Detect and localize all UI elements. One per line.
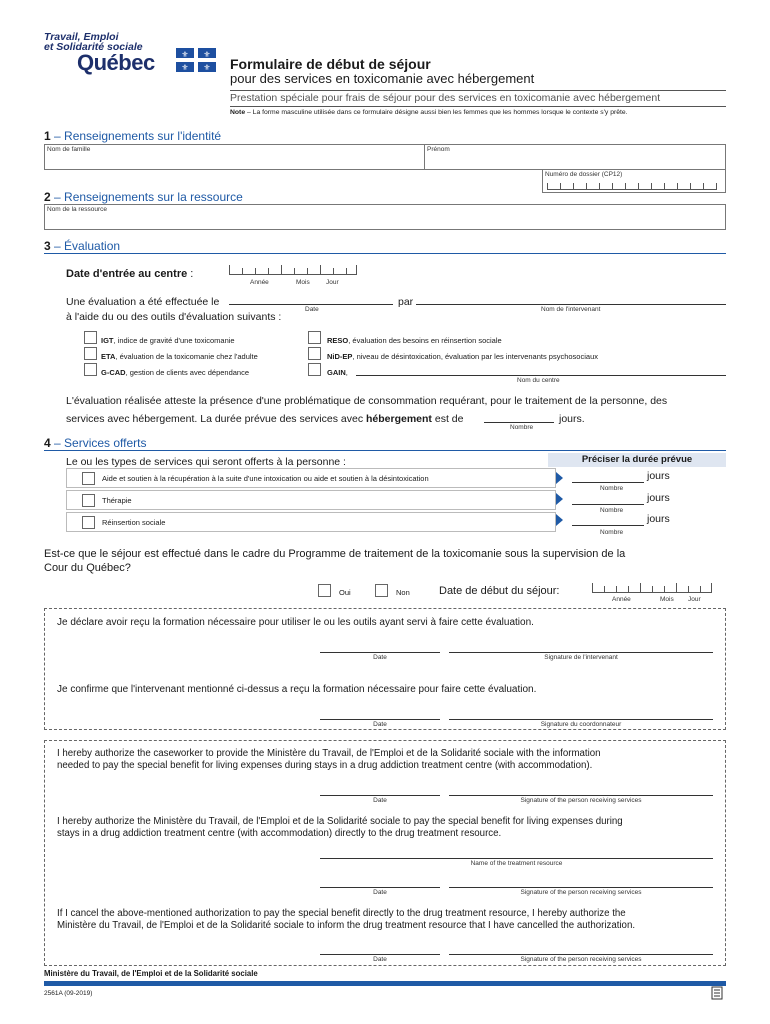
eval-line1: Une évaluation a été effectuée le (66, 296, 220, 308)
nidep-label (327, 352, 598, 361)
gcad-desc: , gestion de clients avec dépendance (125, 368, 250, 377)
eta-desc: , évaluation de la toxicomanie chez l'adulte (115, 352, 258, 361)
note-text: – La forme masculine utilisée dans ce formulaire désigne aussi bien les femmes que les hommes lorsque le contexte s'y prête. (245, 109, 628, 116)
quebec-flag-icon (176, 48, 216, 72)
service-3-checkbox[interactable] (82, 516, 95, 529)
footer-ministry: Ministère du Travail, de l'Emploi et de la Solidarité sociale (44, 969, 258, 978)
form-subtitle: pour des services en toxicomanie avec hébergement (230, 71, 535, 86)
dossier-label: Numéro de dossier (CP12) (545, 171, 623, 178)
declaration-sig-1-label: Signature de l'intervenant (544, 654, 618, 661)
reso-label (327, 336, 502, 345)
service-row-1 (66, 468, 556, 488)
service-3-label: Réinsertion sociale (102, 518, 166, 527)
declaration-date-2-field[interactable] (320, 719, 440, 720)
nidep-checkbox[interactable] (308, 347, 321, 360)
section3-label: – Évaluation (50, 239, 121, 253)
auth-date-2-field[interactable] (320, 887, 440, 888)
question-line2: Cour du Québec? (44, 562, 131, 574)
auth-sig-3-label: Signature of the person receiving services (520, 956, 642, 963)
nidep-desc: , niveau de désintoxication, évaluation par les intervenants psychosociaux (352, 352, 598, 361)
eval-par: par (398, 296, 414, 308)
date-entree-field[interactable] (229, 266, 357, 275)
form-note (230, 109, 628, 116)
oui-label: Oui (339, 588, 351, 597)
igt-abbr: IGT (101, 336, 114, 345)
service-1-nombre-field[interactable] (572, 482, 644, 483)
eval-date-label: Date (305, 306, 319, 313)
section1-label: – Renseignements sur l'identité (50, 129, 222, 143)
auth-date-1-label: Date (373, 797, 387, 804)
date-debut-field[interactable] (592, 584, 712, 593)
footer-bar (44, 981, 726, 986)
service-1-label: Aide et soutien à la récupération à la suite d'une intoxication ou aide et soutien à la désintoxication (102, 474, 429, 483)
service-3-nombre-field[interactable] (572, 525, 644, 526)
gain-checkbox[interactable] (308, 363, 321, 376)
section4-number: 4 (44, 436, 51, 450)
auth-date-3-field[interactable] (320, 954, 440, 955)
service-3-arrow-icon (556, 514, 563, 526)
service-row-3 (66, 512, 556, 532)
date-entree-mois: Mois (296, 279, 310, 286)
authorization-box (44, 740, 726, 966)
non-checkbox[interactable] (375, 584, 388, 597)
auth-sig-3-field[interactable] (449, 954, 713, 955)
svg-text:⚜: ⚜ (203, 63, 211, 72)
nom-centre-field[interactable] (356, 375, 726, 376)
prestation-text: Prestation spéciale pour frais de séjour pour des services en toxicomanie avec hébergement (230, 92, 661, 104)
nom-ressource-field[interactable] (44, 204, 726, 230)
ministry-logo (44, 31, 224, 75)
ministry-name-line2: et Solidarité sociale (44, 41, 143, 53)
service-2-nombre-field[interactable] (572, 504, 644, 505)
service-1-jours: jours (647, 470, 670, 482)
service-row-2 (66, 490, 556, 510)
date-debut-annee: Année (612, 596, 631, 603)
oui-checkbox[interactable] (318, 584, 331, 597)
declaration-date-1-label: Date (373, 654, 387, 661)
footer-code: 2561A (09-2019) (44, 990, 93, 997)
auth-para-1b: needed to pay the special benefit for living expenses during stays in a drug addiction treatment centre (with accommodation). (57, 760, 593, 771)
services-intro: Le ou les types de services qui seront offerts à la personne : (66, 456, 346, 468)
intervenant-label: Nom de l'intervenant (541, 306, 601, 313)
gain-abbr: GAIN (327, 368, 346, 377)
service-1-checkbox[interactable] (82, 472, 95, 485)
date-entree-label (66, 268, 193, 280)
declaration-sig-1-field[interactable] (449, 652, 713, 653)
eval-date-field[interactable] (229, 304, 393, 305)
date-entree-jour: Jour (326, 279, 339, 286)
section4-rule (44, 450, 726, 451)
nom-famille-label: Nom de famille (47, 146, 91, 153)
ministry-name-line1: Travail, Emploi (44, 31, 119, 43)
declaration-sig-2-field[interactable] (449, 719, 713, 720)
service-1-nombre: Nombre (600, 485, 624, 492)
service-2-checkbox[interactable] (82, 494, 95, 507)
service-1-arrow-icon (556, 472, 563, 484)
date-debut-jour: Jour (688, 596, 701, 603)
declaration-box (44, 608, 726, 730)
svg-text:⚜: ⚜ (181, 50, 189, 59)
section2-number: 2 (44, 190, 51, 204)
service-3-nombre: Nombre (600, 529, 624, 536)
dossier-digits (547, 181, 717, 190)
auth-date-3-label: Date (373, 956, 387, 963)
date-entree-text: Date d'entrée au centre (66, 268, 188, 280)
auth-para-3a: If I cancel the above-mentioned authorization to pay the special benefit directly to the drug treatment resource, I hereby authorize the (57, 908, 626, 919)
gcad-checkbox[interactable] (84, 363, 97, 376)
gcad-abbr: G-CAD (101, 368, 126, 377)
eval-line2: à l'aide du ou des outils d'évaluation suivants : (66, 311, 282, 323)
auth-para-1a: I hereby authorize the caseworker to provide the Ministère du Travail, de l'Emploi et de la Solidarité sociale with the information (57, 748, 601, 759)
auth-sig-1-field[interactable] (449, 795, 713, 796)
nidep-abbr: NiD-EP (327, 352, 353, 361)
auth-para-2b: stays in a drug addiction treatment centre (with accommodation) directly to the drug treatment resource. (57, 828, 502, 839)
prenom-label: Prénom (427, 146, 450, 153)
section2-title (44, 190, 243, 204)
preciser-duree-header: Préciser la durée prévue (548, 453, 726, 467)
reso-abbr: RESO (327, 336, 349, 345)
para2-part-a: services avec hébergement. La durée prévue des services avec (66, 413, 366, 425)
declaration-sig-2-label: Signature du coordonnateur (540, 721, 622, 728)
section2-label: – Renseignements sur la ressource (50, 190, 243, 204)
service-2-arrow-icon (556, 493, 563, 505)
auth-para-3b: Ministère du Travail, de l'Emploi et de la Solidarité sociale to inform the drug treatment resource that I have cancelled the authorization. (57, 920, 636, 931)
svg-text:⚜: ⚜ (203, 50, 211, 59)
auth-para-2a: I hereby authorize the Ministère du Travail, de l'Emploi et de la Solidarité sociale to pay the special benefit for living expenses during (57, 816, 623, 827)
nom-ressource-label: Nom de la ressource (47, 206, 107, 213)
quebec-wordmark: Québec (77, 50, 155, 75)
igt-checkbox[interactable] (84, 331, 97, 344)
auth-sig-1-label: Signature of the person receiving services (520, 797, 642, 804)
section3-number: 3 (44, 239, 51, 253)
nom-centre-label: Nom du centre (517, 377, 560, 384)
eta-checkbox[interactable] (84, 347, 97, 360)
section4-title (44, 436, 147, 450)
auth-sig-2-label: Signature of the person receiving services (520, 889, 642, 896)
gain-desc: , (345, 368, 348, 377)
igt-desc: , indice de gravité d'une toxicomanie (113, 336, 235, 345)
prenom-field[interactable] (424, 144, 726, 170)
auth-date-2-label: Date (373, 889, 387, 896)
intervenant-field[interactable] (416, 304, 726, 305)
date-debut-label: Date de début du séjour: (439, 585, 560, 597)
declaration-text-2: Je confirme que l'intervenant mentionné ci-dessus a reçu la formation nécessaire pour faire cette évaluation. (57, 684, 537, 695)
service-2-label: Thérapie (102, 496, 132, 505)
form-title: Formulaire de début de séjour (230, 56, 431, 72)
note-label: Note (230, 109, 246, 116)
date-debut-mois: Mois (660, 596, 674, 603)
prestation-banner (230, 90, 726, 107)
eta-abbr: ETA (101, 352, 116, 361)
reso-checkbox[interactable] (308, 331, 321, 344)
auth-sig-2-field[interactable] (449, 887, 713, 888)
date-entree-annee: Année (250, 279, 269, 286)
section1-title (44, 129, 221, 143)
service-3-jours: jours (647, 513, 670, 525)
declaration-date-2-label: Date (373, 721, 387, 728)
auth-date-1-field[interactable] (320, 795, 440, 796)
para2-hebergement: hébergement (366, 413, 432, 425)
eval-paragraph-1: L'évaluation réalisée atteste la présence d'une problématique de consommation requérant, pour le traitement de la personne, des (66, 395, 668, 407)
document-icon (711, 986, 723, 1000)
date-entree-colon: : (187, 268, 194, 280)
dossier-field[interactable] (542, 169, 726, 193)
svg-text:⚜: ⚜ (181, 63, 189, 72)
auth-resource-name-label: Name of the treatment resource (470, 860, 563, 867)
service-2-nombre: Nombre (600, 507, 624, 514)
question-line1: Est-ce que le séjour est effectué dans le cadre du Programme de traitement de la toxicomanie sous la supervision de la (44, 548, 626, 560)
duree-jours: jours. (559, 413, 585, 425)
section3-rule (44, 253, 726, 254)
duree-field[interactable] (484, 422, 554, 423)
declaration-date-1-field[interactable] (320, 652, 440, 653)
duree-nombre: Nombre (510, 424, 534, 431)
igt-label (101, 336, 235, 345)
para2-part-c: est de (431, 413, 464, 425)
gcad-label (101, 368, 249, 377)
eval-paragraph-2 (66, 413, 463, 425)
section1-number: 1 (44, 129, 51, 143)
eta-label (101, 352, 258, 361)
declaration-text-1: Je déclare avoir reçu la formation nécessaire pour utiliser le ou les outils ayant servi à faire cette évaluation. (57, 617, 534, 628)
auth-resource-name-field[interactable] (320, 858, 713, 859)
non-label: Non (396, 588, 410, 597)
reso-desc: , évaluation des besoins en réinsertion sociale (348, 336, 502, 345)
gain-label (327, 368, 348, 377)
section3-title (44, 239, 120, 253)
nom-famille-field[interactable] (44, 144, 425, 170)
service-2-jours: jours (647, 492, 670, 504)
section4-label: – Services offerts (50, 436, 147, 450)
